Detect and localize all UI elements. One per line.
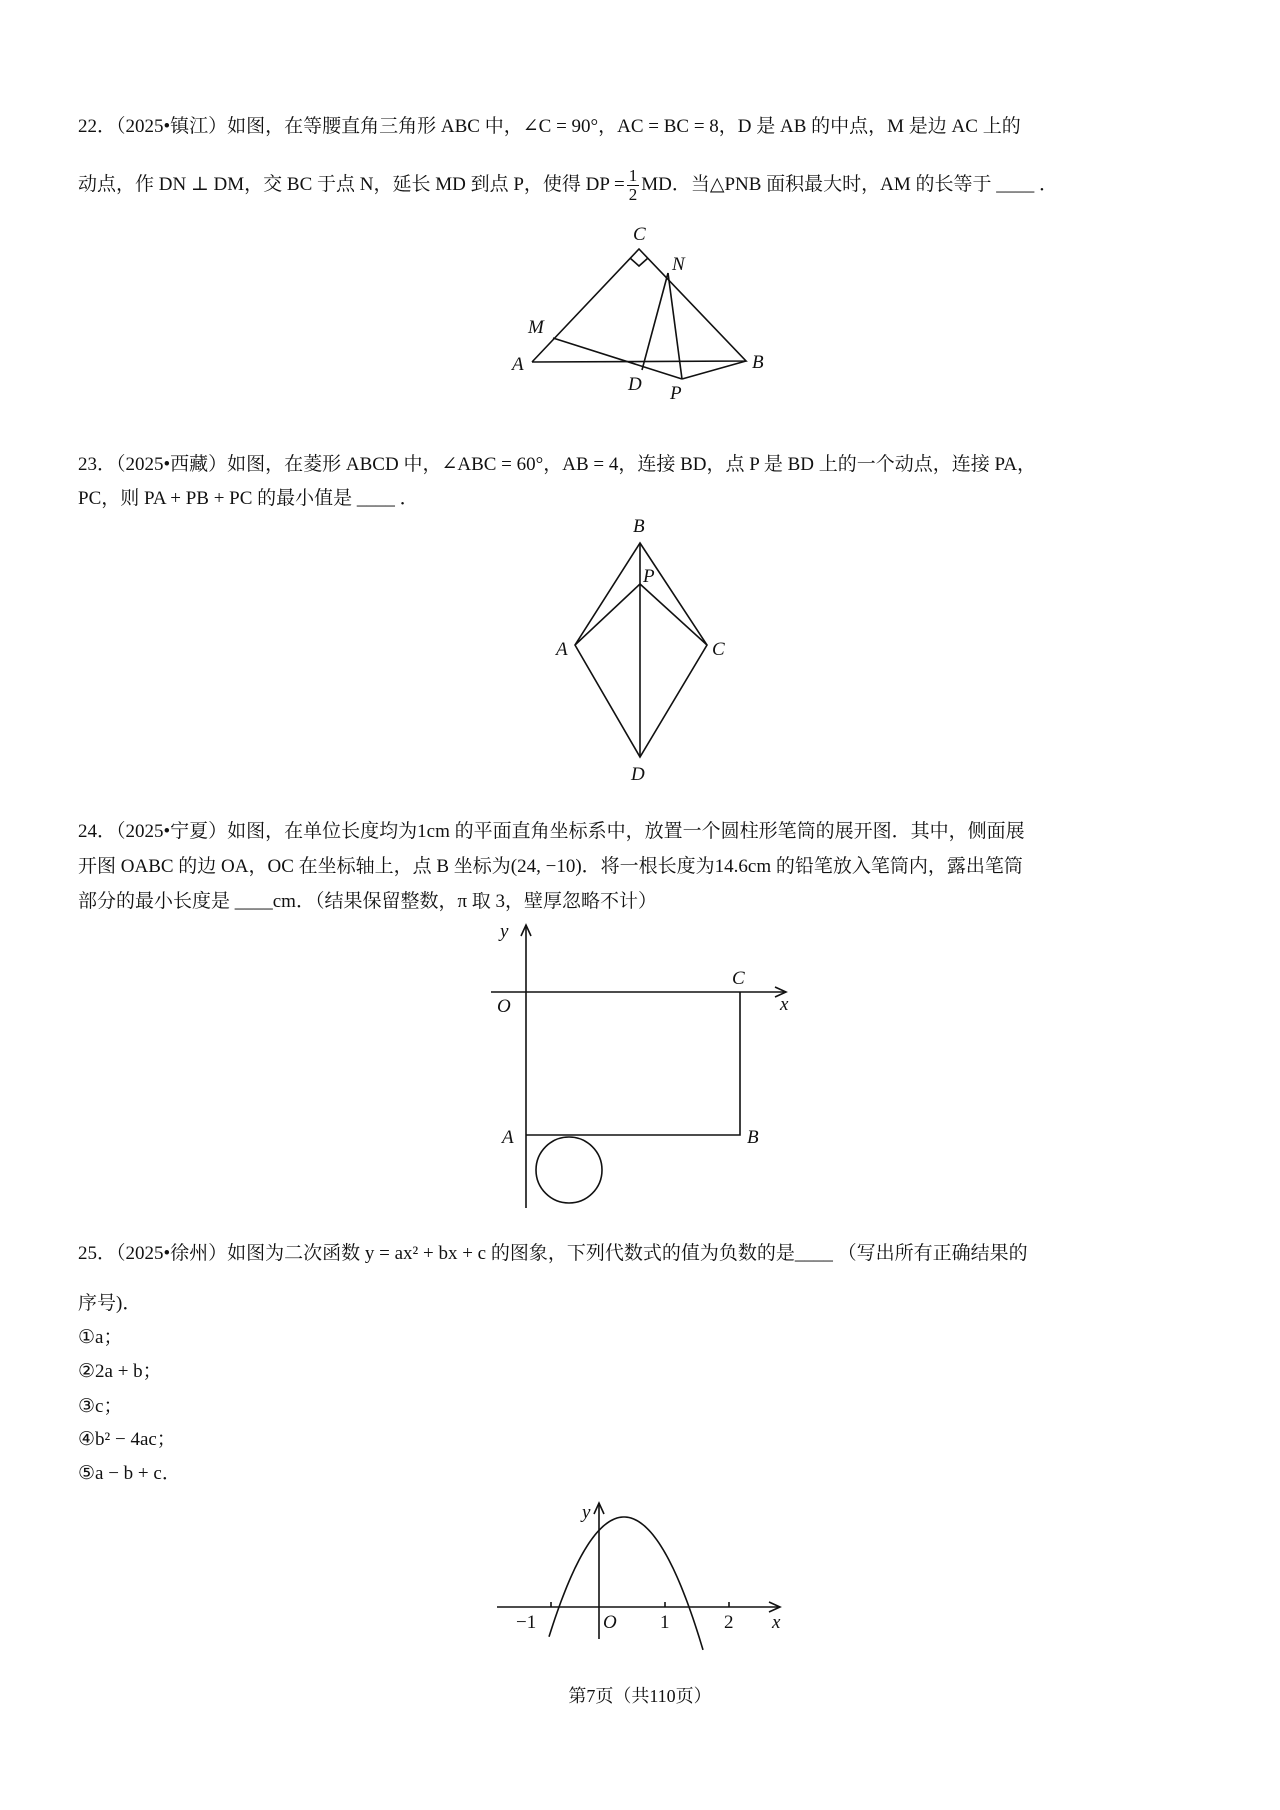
q25-line2: 序号)． bbox=[78, 1293, 142, 1314]
q22-line2-before: 动点，作 DN ⊥ DM，交 BC 于点 N，延长 MD 到点 P，使得 DP = bbox=[78, 173, 625, 195]
q22-line2-after: MD．当△PNB 面积最大时，AM 的长等于 ____ ． bbox=[641, 173, 1059, 195]
label-neg1: −1 bbox=[516, 1612, 537, 1633]
q25-option-3: ③c； bbox=[78, 1396, 123, 1417]
label-b: B bbox=[752, 352, 764, 373]
q25-line1: 25．（2025•徐州）如图为二次函数 y = ax² + bx + c 的图象，下列代数式的值为负数的是____ （写出所有正确结果的 bbox=[78, 1243, 1028, 1264]
segment-mp bbox=[553, 338, 682, 379]
segment-pb bbox=[682, 361, 746, 379]
label-a: A bbox=[556, 639, 568, 660]
label-c: C bbox=[732, 968, 745, 989]
base-circle bbox=[536, 1137, 602, 1203]
fraction-numerator: 1 bbox=[628, 166, 638, 185]
label-d: D bbox=[631, 764, 645, 785]
parabola-curve bbox=[549, 1517, 703, 1650]
q25-option-2: ②2a + b； bbox=[78, 1361, 162, 1382]
q25-labels bbox=[516, 1502, 781, 1633]
q24-line3: 部分的最小长度是 ____cm．（结果保留整数，π 取 3，壁厚忽略不计） bbox=[78, 891, 658, 912]
q25-option-4: ④b² − 4ac； bbox=[78, 1429, 176, 1450]
q25-option-1: ①a； bbox=[78, 1327, 123, 1348]
label-d: D bbox=[628, 374, 642, 395]
label-b: B bbox=[633, 516, 645, 537]
q23-line2: PC，则 PA + PB + PC 的最小值是 ____ ． bbox=[78, 488, 419, 509]
q24-labels bbox=[497, 921, 789, 1148]
segment-dn bbox=[642, 273, 668, 370]
label-o: O bbox=[603, 1612, 617, 1633]
rhombus-abcd bbox=[575, 543, 707, 757]
label-c: C bbox=[712, 639, 725, 660]
q25-option-5: ⑤a − b + c． bbox=[78, 1463, 181, 1484]
q23-figure bbox=[575, 543, 707, 757]
q25-figure bbox=[497, 1503, 780, 1650]
label-p: P bbox=[670, 383, 682, 404]
label-o: O bbox=[497, 996, 511, 1017]
rectangle-oabc bbox=[526, 992, 740, 1135]
label-y: y bbox=[582, 1502, 591, 1523]
label-a: A bbox=[512, 354, 524, 375]
label-b: B bbox=[747, 1127, 759, 1148]
label-2: 2 bbox=[724, 1612, 734, 1633]
q23-line1: 23．（2025•西藏）如图，在菱形 ABCD 中，∠ABC = 60°，AB = 4，连接 BD，点 P 是 BD 上的一个动点，连接 PA， bbox=[78, 454, 1037, 475]
page-footer: 第7页（共110页） bbox=[568, 1686, 712, 1706]
label-x: x bbox=[772, 1612, 781, 1633]
segment-np bbox=[668, 273, 682, 379]
q22-line1: 22．（2025•镇江）如图，在等腰直角三角形 ABC 中，∠C = 90°，AC = BC = 8，D 是 AB 的中点，M 是边 AC 上的 bbox=[78, 116, 1021, 137]
label-c: C bbox=[633, 224, 646, 245]
q24-line1: 24．（2025•宁夏）如图，在单位长度均为1cm 的平面直角坐标系中，放置一个圆柱形笔筒的展开图．其中，侧面展 bbox=[78, 821, 1025, 842]
label-a: A bbox=[502, 1127, 514, 1148]
q22-figure bbox=[532, 249, 746, 379]
label-p: P bbox=[643, 566, 655, 587]
label-y: y bbox=[500, 921, 509, 942]
label-m: M bbox=[528, 317, 544, 338]
label-x: x bbox=[780, 994, 789, 1015]
q24-line2: 开图 OABC 的边 OA，OC 在坐标轴上，点 B 坐标为(24, −10)．将一根长度为14.6cm 的铅笔放入笔筒内，露出笔筒 bbox=[78, 856, 1023, 877]
label-1: 1 bbox=[660, 1612, 670, 1633]
label-n: N bbox=[672, 254, 685, 275]
fraction-denominator: 2 bbox=[628, 185, 638, 204]
right-angle-mark bbox=[630, 258, 648, 266]
